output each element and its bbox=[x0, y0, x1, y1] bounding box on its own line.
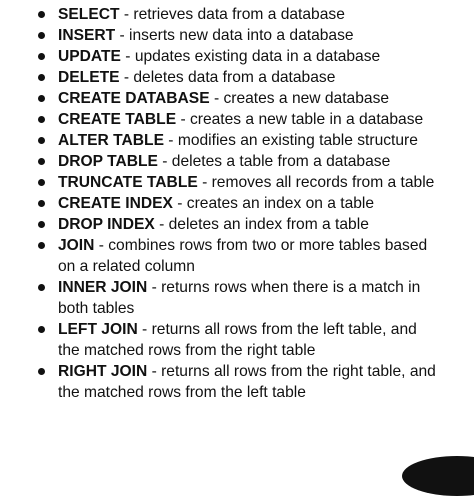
list-item bbox=[0, 235, 474, 277]
bullet-icon bbox=[38, 284, 45, 291]
list-item bbox=[0, 88, 474, 109]
bullet-icon bbox=[38, 200, 45, 207]
command-description: - modifies an existing table structure bbox=[163, 132, 418, 149]
bullet-icon bbox=[38, 116, 45, 123]
bullet-icon bbox=[38, 326, 45, 333]
command-name: LEFT JOIN bbox=[58, 321, 138, 338]
command-name: UPDATE bbox=[58, 48, 121, 65]
list-item bbox=[0, 172, 474, 193]
command-description: - creates an index on a table bbox=[172, 195, 375, 212]
command-name: CREATE TABLE bbox=[58, 111, 177, 128]
command-description: - deletes an index from a table bbox=[154, 216, 369, 233]
command-description: - returns all rows from the left table, and the matched rows from the right table bbox=[58, 321, 417, 359]
bullet-icon bbox=[38, 242, 45, 249]
command-name: TRUNCATE TABLE bbox=[58, 174, 198, 191]
command-description: - creates a new table in a database bbox=[176, 111, 424, 128]
command-description: - returns all rows from the right table, and the matched rows from the left table bbox=[58, 363, 436, 401]
list-item bbox=[0, 46, 474, 67]
bullet-icon bbox=[38, 32, 45, 39]
list-item bbox=[0, 361, 474, 403]
command-description: - returns rows when there is a match in both tables bbox=[58, 279, 421, 317]
bullet-icon bbox=[38, 158, 45, 165]
command-description: - deletes data from a database bbox=[119, 69, 336, 86]
command-name: SELECT bbox=[58, 6, 120, 23]
bullet-icon bbox=[38, 179, 45, 186]
bullet-icon bbox=[38, 137, 45, 144]
command-name: ALTER TABLE bbox=[58, 132, 164, 149]
decorative-shape bbox=[402, 456, 474, 496]
command-description: - removes all records from a table bbox=[197, 174, 435, 191]
list-item bbox=[0, 4, 474, 25]
command-name: INNER JOIN bbox=[58, 279, 148, 296]
list-item bbox=[0, 319, 474, 361]
command-name: DROP TABLE bbox=[58, 153, 158, 170]
bullet-icon bbox=[38, 221, 45, 228]
command-name: DROP INDEX bbox=[58, 216, 155, 233]
command-description: - updates existing data in a database bbox=[120, 48, 381, 65]
command-description: - retrieves data from a database bbox=[119, 6, 345, 23]
command-name: RIGHT JOIN bbox=[58, 363, 148, 380]
list-item bbox=[0, 214, 474, 235]
list-item bbox=[0, 109, 474, 130]
command-name: DELETE bbox=[58, 69, 120, 86]
bullet-icon bbox=[38, 368, 45, 375]
bullet-icon bbox=[38, 11, 45, 18]
list-item bbox=[0, 25, 474, 46]
command-description: - creates a new database bbox=[209, 90, 390, 107]
command-name: INSERT bbox=[58, 27, 116, 44]
bullet-icon bbox=[38, 95, 45, 102]
command-name: CREATE INDEX bbox=[58, 195, 173, 212]
bullet-icon bbox=[38, 74, 45, 81]
command-description: - deletes a table from a database bbox=[157, 153, 391, 170]
command-description: - inserts new data into a database bbox=[115, 27, 354, 44]
list-item bbox=[0, 193, 474, 214]
list-item bbox=[0, 151, 474, 172]
command-name: JOIN bbox=[58, 237, 95, 254]
list-item bbox=[0, 130, 474, 151]
command-name: CREATE DATABASE bbox=[58, 90, 210, 107]
list-item bbox=[0, 67, 474, 88]
sql-command-list bbox=[0, 4, 474, 403]
list-item bbox=[0, 277, 474, 319]
command-description: - combines rows from two or more tables based on a related column bbox=[58, 237, 428, 275]
bullet-icon bbox=[38, 53, 45, 60]
